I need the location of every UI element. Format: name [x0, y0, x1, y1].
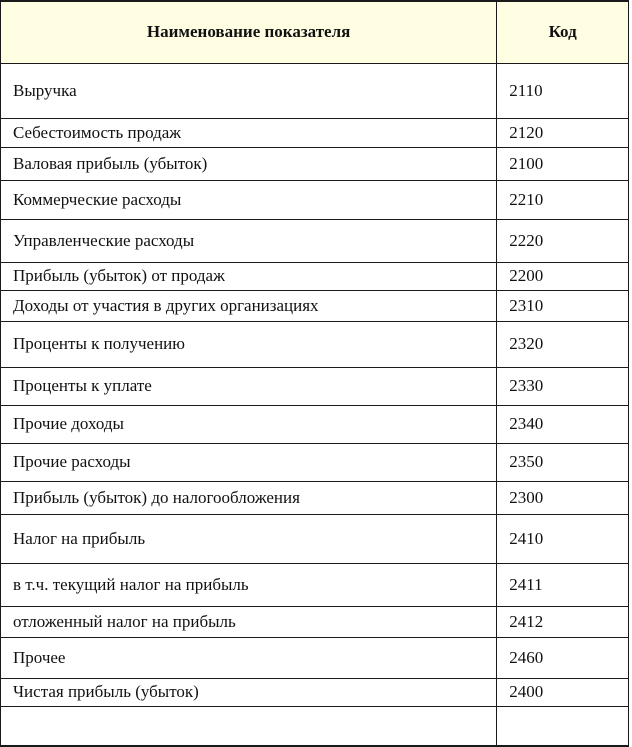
- indicator-code-cell: 2460: [497, 637, 629, 678]
- indicator-code-cell: 2330: [497, 367, 629, 405]
- table-row: [1, 443, 629, 481]
- indicator-name-cell: Прочее: [1, 637, 497, 678]
- indicator-code-cell: [497, 706, 629, 746]
- indicator-code-cell: 2120: [497, 118, 629, 147]
- indicator-code-cell: 2300: [497, 481, 629, 514]
- indicator-name-cell: отложенный налог на прибыль: [1, 606, 497, 637]
- indicator-name-cell: в т.ч. текущий налог на прибыль: [1, 563, 497, 606]
- indicator-name-cell: Налог на прибыль: [1, 514, 497, 563]
- indicator-code-cell: 2200: [497, 262, 629, 290]
- indicator-name-cell: [1, 706, 497, 746]
- indicator-name-cell: Валовая прибыль (убыток): [1, 147, 497, 180]
- indicator-code-cell: 2350: [497, 443, 629, 481]
- indicator-code-cell: 2100: [497, 147, 629, 180]
- indicator-name-cell: Себестоимость продаж: [1, 118, 497, 147]
- indicator-name-cell: Проценты к получению: [1, 321, 497, 367]
- header-row: [1, 1, 629, 63]
- indicator-code-cell: 2310: [497, 290, 629, 321]
- table-row: [1, 637, 629, 678]
- indicator-code-cell: 2210: [497, 180, 629, 219]
- table-row: [1, 678, 629, 706]
- table-row: [1, 514, 629, 563]
- table-row: [1, 219, 629, 262]
- table-row: [1, 367, 629, 405]
- table-row: [1, 63, 629, 118]
- table-row: [1, 481, 629, 514]
- indicator-code-cell: 2412: [497, 606, 629, 637]
- indicator-name-cell: Прочие расходы: [1, 443, 497, 481]
- indicator-name-cell: Прочие доходы: [1, 405, 497, 443]
- indicator-name-cell: Проценты к уплате: [1, 367, 497, 405]
- indicator-code-cell: 2110: [497, 63, 629, 118]
- column-header-code: Код: [497, 1, 629, 63]
- table-row: [1, 118, 629, 147]
- indicator-code-cell: 2340: [497, 405, 629, 443]
- indicator-code-cell: 2220: [497, 219, 629, 262]
- table-row: [1, 563, 629, 606]
- indicator-code-cell: 2400: [497, 678, 629, 706]
- table-row: [1, 405, 629, 443]
- table-row: [1, 262, 629, 290]
- indicator-name-cell: Коммерческие расходы: [1, 180, 497, 219]
- table-row: [1, 606, 629, 637]
- indicator-name-cell: Чистая прибыль (убыток): [1, 678, 497, 706]
- table-row: [1, 321, 629, 367]
- column-header-name: Наименование показателя: [1, 1, 497, 63]
- indicator-code-cell: 2410: [497, 514, 629, 563]
- table-row-empty: [1, 706, 629, 746]
- indicator-name-cell: Доходы от участия в других организациях: [1, 290, 497, 321]
- indicator-code-cell: 2320: [497, 321, 629, 367]
- table-row: [1, 290, 629, 321]
- indicator-name-cell: Управленческие расходы: [1, 219, 497, 262]
- indicator-name-cell: Прибыль (убыток) от продаж: [1, 262, 497, 290]
- indicator-name-cell: Прибыль (убыток) до налогообложения: [1, 481, 497, 514]
- table-row: [1, 147, 629, 180]
- table-row: [1, 180, 629, 219]
- indicator-code-cell: 2411: [497, 563, 629, 606]
- indicator-name-cell: Выручка: [1, 63, 497, 118]
